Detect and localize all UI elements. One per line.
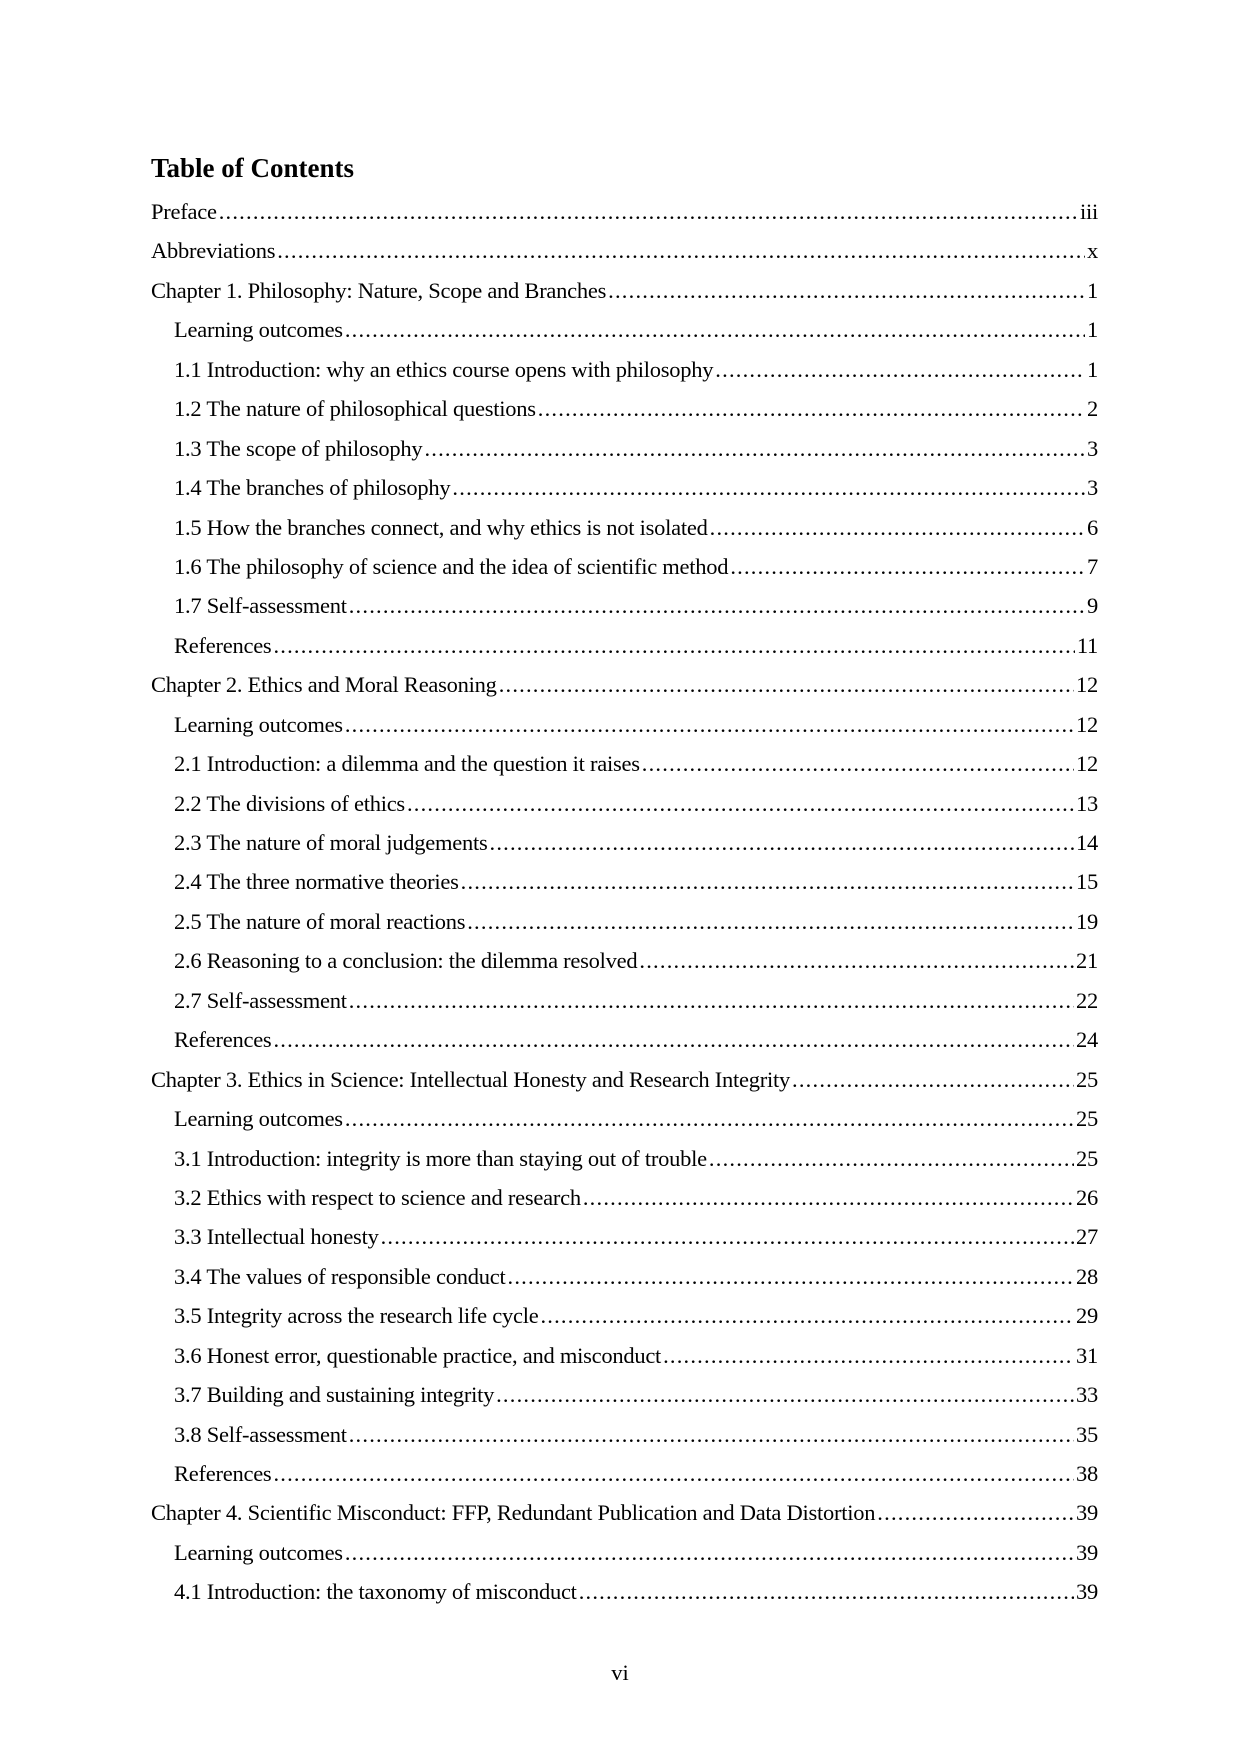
toc-entry-section	[151, 626, 1098, 665]
toc-entry-page-number: 12	[1076, 711, 1098, 737]
toc-entry-label: Chapter 1. Philosophy: Nature, Scope and Branches	[151, 277, 607, 303]
toc-entry-page-number: 39	[1076, 1500, 1098, 1526]
toc-entry-page-number: 22	[1076, 987, 1098, 1013]
toc-entry-label: Chapter 3. Ethics in Science: Intellectual Honesty and Research Integrity	[151, 1066, 791, 1092]
toc-entry-section	[151, 1217, 1098, 1256]
dot-leader	[349, 981, 1074, 1020]
dot-leader	[508, 1257, 1074, 1296]
dot-leader	[349, 586, 1085, 625]
toc-entry-label: 3.2 Ethics with respect to science and research	[174, 1184, 581, 1210]
dot-leader	[345, 705, 1074, 744]
toc-entry-page-number: 38	[1076, 1461, 1098, 1486]
toc-entry-page-number: 12	[1076, 672, 1098, 698]
toc-entry-label: Preface	[151, 199, 217, 224]
toc-entry-label: 3.7 Building and sustaining integrity	[174, 1382, 495, 1408]
toc-entry-page-number: 25	[1076, 1106, 1098, 1132]
toc-entry-page-number: 3	[1087, 435, 1098, 461]
dot-leader	[345, 1099, 1074, 1138]
dot-leader	[496, 1375, 1074, 1414]
toc-entry-page-number: 39	[1076, 1539, 1098, 1565]
dot-leader	[877, 1493, 1074, 1532]
toc-entry-label: 3.3 Intellectual honesty	[174, 1224, 379, 1250]
toc-entry-section	[151, 508, 1098, 547]
toc-entry-page-number: 39	[1076, 1579, 1098, 1605]
toc-entry-page-number: 26	[1076, 1184, 1098, 1210]
toc-entry-label: 1.7 Self-assessment	[174, 593, 347, 619]
toc-entry-page-number: x	[1087, 238, 1098, 264]
toc-entry-chapter	[151, 192, 1098, 231]
dot-leader	[608, 271, 1085, 310]
toc-entry-section	[151, 350, 1098, 389]
toc-entry-page-number: 28	[1076, 1263, 1098, 1289]
dot-leader	[273, 1020, 1074, 1059]
dot-leader	[730, 547, 1085, 586]
toc-entry-label: References	[174, 632, 272, 658]
toc-entry-label: 3.6 Honest error, questionable practice, and misconduct	[174, 1342, 662, 1368]
toc-entry-label: Learning outcomes	[174, 317, 343, 343]
toc-entry-page-number: 2	[1087, 396, 1098, 422]
toc-entry-section	[151, 1533, 1098, 1572]
dot-leader	[639, 941, 1074, 980]
toc-entry-label: 1.2 The nature of philosophical questions	[174, 396, 536, 422]
toc-entry-chapter	[151, 1493, 1098, 1532]
toc-entry-page-number: 1	[1087, 317, 1098, 343]
toc-entry-label: 2.6 Reasoning to a conclusion: the dilemma resolved	[174, 948, 638, 974]
toc-entry-page-number: 21	[1076, 948, 1098, 974]
toc-entry-section	[151, 429, 1098, 468]
toc-entry-section	[151, 1572, 1098, 1611]
toc-entry-label: 3.4 The values of responsible conduct	[174, 1263, 506, 1289]
toc-entry-page-number: 25	[1076, 1145, 1098, 1171]
toc-entry-label: Learning outcomes	[174, 1106, 343, 1132]
dot-leader	[540, 1296, 1074, 1335]
dot-leader	[273, 626, 1074, 665]
dot-leader	[642, 744, 1074, 783]
toc-entry-page-number: 33	[1076, 1382, 1098, 1408]
toc-entry-page-number: 29	[1076, 1303, 1098, 1329]
dot-leader	[407, 784, 1074, 823]
toc-entry-chapter	[151, 665, 1098, 704]
toc-entry-label: 3.5 Integrity across the research life cycle	[174, 1303, 539, 1329]
toc-entry-label: Chapter 2. Ethics and Moral Reasoning	[151, 672, 497, 698]
toc-entry-section	[151, 941, 1098, 980]
toc-entry-label: 2.2 The divisions of ethics	[174, 790, 405, 816]
toc-entry-section	[151, 1257, 1098, 1296]
dot-leader	[381, 1217, 1074, 1256]
dot-leader	[499, 665, 1074, 704]
toc-entry-chapter	[151, 1060, 1098, 1099]
toc-entry-page-number: 24	[1076, 1027, 1098, 1053]
toc-entry-section	[151, 823, 1098, 862]
toc-entry-label: 1.4 The branches of philosophy	[174, 475, 451, 501]
dot-leader	[583, 1178, 1074, 1217]
dot-leader	[538, 389, 1085, 428]
toc-entry-section	[151, 902, 1098, 941]
toc-entry-section	[151, 389, 1098, 428]
toc-entry-page-number: 35	[1076, 1421, 1098, 1447]
page-number: vi	[611, 1660, 629, 1685]
toc-entry-section	[151, 981, 1098, 1020]
dot-leader	[663, 1336, 1074, 1375]
toc-entry-section	[151, 1296, 1098, 1335]
toc-entry-label: References	[174, 1461, 272, 1486]
toc-entry-page-number: 25	[1076, 1066, 1098, 1092]
dot-leader	[277, 231, 1085, 270]
toc-entry-page-number: 12	[1076, 751, 1098, 777]
toc-entry-section	[151, 547, 1098, 586]
toc-entry-page-number: 9	[1087, 593, 1098, 619]
dot-leader	[273, 1454, 1074, 1493]
toc-entry-section	[151, 1454, 1098, 1493]
toc-entry-chapter	[151, 231, 1098, 270]
toc-entry-label: 1.6 The philosophy of science and the idea of scientific method	[174, 553, 729, 579]
toc-entry-section	[151, 1020, 1098, 1059]
toc-entry-section	[151, 1375, 1098, 1414]
toc-entry-section	[151, 1415, 1098, 1454]
toc-entry-page-number: 31	[1076, 1342, 1098, 1368]
toc-entry-label: Abbreviations	[151, 238, 276, 264]
toc-entry-page-number: 6	[1087, 514, 1098, 540]
toc-entry-page-number: 15	[1076, 869, 1098, 895]
toc-entry-page-number: 13	[1076, 790, 1098, 816]
toc-entry-label: Learning outcomes	[174, 1539, 343, 1565]
toc-entry-section	[151, 1139, 1098, 1178]
toc-entry-page-number: 1	[1087, 277, 1098, 303]
toc-entry-section	[151, 744, 1098, 783]
toc-entry-label: 2.7 Self-assessment	[174, 987, 347, 1013]
dot-leader	[710, 508, 1085, 547]
toc-entry-label: 1.1 Introduction: why an ethics course opens with philosophy	[174, 356, 714, 382]
toc-entry-page-number: 27	[1076, 1224, 1098, 1250]
dot-leader	[345, 310, 1085, 349]
toc-entry-page-number: 3	[1087, 475, 1098, 501]
toc-entry-section	[151, 586, 1098, 625]
toc-entry-label: 3.1 Introduction: integrity is more than staying out of trouble	[174, 1145, 707, 1171]
toc-entry-label: 2.3 The nature of moral judgements	[174, 830, 488, 855]
toc-entry-section	[151, 705, 1098, 744]
toc-entry-label: References	[174, 1027, 272, 1053]
toc-entry-label: 1.5 How the branches connect, and why ethics is not isolated	[174, 514, 708, 540]
toc-entry-chapter	[151, 271, 1098, 310]
toc-entry-label: Chapter 4. Scientific Misconduct: FFP, Redundant Publication and Data Distortion	[151, 1500, 876, 1526]
toc-entry-label: 4.1 Introduction: the taxonomy of misconduct	[174, 1579, 577, 1605]
dot-leader	[715, 350, 1085, 389]
toc-entry-page-number: 19	[1076, 908, 1098, 934]
dot-leader	[579, 1572, 1074, 1611]
toc-entry-label: 3.8 Self-assessment	[174, 1421, 347, 1447]
toc-entry-page-number: 11	[1076, 632, 1098, 658]
dot-leader	[219, 192, 1078, 231]
toc-entry-label: Learning outcomes	[174, 711, 343, 737]
toc-entry-page-number: 14	[1076, 830, 1098, 855]
toc-entry-section	[151, 862, 1098, 901]
toc-entry-label: 1.3 The scope of philosophy	[174, 435, 423, 461]
dot-leader	[345, 1533, 1074, 1572]
page-title: Table of Contents	[151, 153, 355, 183]
toc-entry-label: 2.1 Introduction: a dilemma and the question it raises	[174, 751, 640, 777]
dot-leader	[424, 429, 1085, 468]
toc-entry-section	[151, 468, 1098, 507]
toc-entry-label: 2.4 The three normative theories	[174, 869, 459, 895]
dot-leader	[452, 468, 1085, 507]
toc-entry-section	[151, 1099, 1098, 1138]
toc-entry-section	[151, 310, 1098, 349]
dot-leader	[490, 823, 1075, 862]
dot-leader	[349, 1415, 1074, 1454]
toc-entry-section	[151, 1178, 1098, 1217]
toc-entry-section	[151, 784, 1098, 823]
dot-leader	[709, 1139, 1074, 1178]
dot-leader	[467, 902, 1074, 941]
toc-entry-section	[151, 1336, 1098, 1375]
dot-leader	[792, 1060, 1074, 1099]
toc-entry-page-number: 7	[1087, 553, 1098, 579]
dot-leader	[461, 862, 1074, 901]
toc-entry-label: 2.5 The nature of moral reactions	[174, 908, 466, 934]
table-of-contents	[151, 192, 1098, 1612]
toc-entry-page-number: iii	[1079, 199, 1098, 224]
toc-entry-page-number: 1	[1087, 356, 1098, 382]
